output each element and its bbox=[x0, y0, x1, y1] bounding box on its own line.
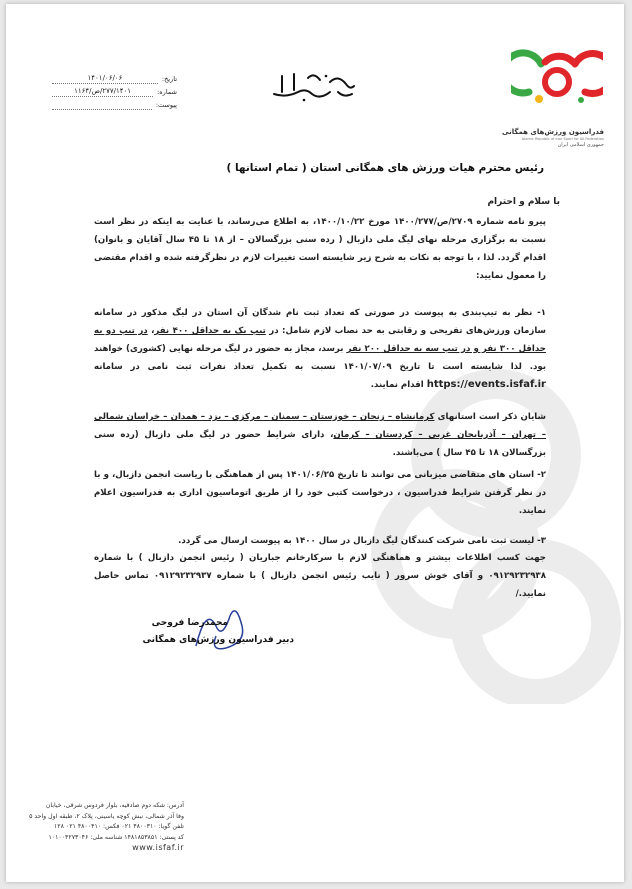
footer-address-2: وفا آذر شمالی، نبش کوچه یاسینی، پلاک ۲، طبقه اول واحد ۵ bbox=[29, 812, 184, 820]
note-provinces-list: کرمانشاه – زنجان – خوزستان – سمنان – مرکزی – یزد – همدان – خراسان شمالی – تهران – آذربایجان غربی – کردستان – کرمان bbox=[94, 412, 547, 440]
org-name-block bbox=[474, 128, 604, 148]
number-label: شماره: bbox=[157, 87, 177, 96]
date-value: ۱۴۰۱/۰۶/۰۶ bbox=[52, 73, 158, 84]
letter-meta bbox=[52, 72, 177, 111]
footer-address-1: آدرس: شکه دوم صادقیه، بلوار فردوس شرقی، خیابان bbox=[45, 802, 184, 809]
letter-page bbox=[6, 4, 624, 882]
number-value: ۲۷۷/۱۴۰۱/ص/۱۱۶۴ bbox=[52, 86, 153, 97]
org-name-fa: فدراسیون ورزش‌های همگانی bbox=[502, 128, 604, 136]
date-row bbox=[52, 72, 177, 85]
item1-tier-one: تیپ یک به حداقل ۴۰۰ نفر bbox=[154, 326, 266, 336]
item1-tier-two-three: در تیپ دو به حداقل ۳۰۰ نفر و در تیپ سه به حداقل ۲۰۰ نفر bbox=[94, 326, 546, 354]
events-url-link[interactable]: https://events.isfaf.ir bbox=[426, 379, 546, 390]
attachment-label: پیوست: bbox=[155, 100, 177, 109]
item1-text-d: اقدام نمایند. bbox=[370, 380, 427, 390]
salutation: با سلام و احترام bbox=[487, 197, 560, 207]
date-label: تاریخ: bbox=[161, 74, 177, 83]
item1-text-a: ۱- نظر به تیپ‌بندی به پیوست در صورتی که تعداد ثبت نام شدگان آن استان در لیگ مذکور در سامانه سازمان ورزش‌های تفریحی و رقابتی به حد نصاب لازم شامل: در bbox=[94, 308, 547, 336]
gov-name: جمهوری اسلامی ایران bbox=[557, 142, 604, 148]
item1-text-b: ، bbox=[147, 326, 155, 336]
item-1 bbox=[94, 304, 546, 394]
federation-logo bbox=[511, 44, 603, 114]
letter-title: رئیس محترم هیات ورزش های همگانی استان ( تمام استانها ) bbox=[226, 162, 544, 174]
item1-text-c: برسد، مجاز به حضور در لیگ مرحله نهایی (کشوری) خواهند بود. لذا شایسته است تا تاریخ ۱۴۰۱/۰۷/۰۹ نسبت به تکمیل تعداد نفرات ثبت نامی در سامانه bbox=[94, 344, 546, 372]
footer-phone: تلفن گویا: ۴۸۰۰۳۱۰ ۰۲۱ فکس: ۴۸۰۰۴۱۰ ۰۲۱ ۱۲۸ bbox=[53, 823, 184, 830]
contact-paragraph: جهت کسب اطلاعات بیشتر و هماهنگی لازم با سرکارخانم جباریان ( رئیس انجمن دازبال ) با شماره ۰۹۱۲۹۲۳۲۹۳۸ و آقای خوش سرور ( نایب رئیس انجمن دازبال ) با شماره ۰۹۱۲۹۲۳۲۹۳۷ تماس حاصل نمایید./ bbox=[94, 553, 547, 599]
item-2: ۲- استان های متقاضی میزبانی می توانند تا تاریخ ۱۴۰۱/۰۶/۲۵ پس از هماهنگی با ریاست انجمن دازبال، و با در نظر گرفتن شرایط فدراسیون ، درخواست کتبی خود را از طریق اتوماسیون اداری به فدراسیون اعلام نمایند. bbox=[94, 470, 546, 516]
item-3: ۳- لیست ثبت نامی شرکت کنندگان لیگ دازبال در سال ۱۴۰۰ به پیوست ارسال می گردد. bbox=[178, 536, 546, 546]
footer-website[interactable]: www.isfaf.ir bbox=[132, 843, 184, 852]
attachment-value bbox=[52, 99, 152, 110]
bismillah-calligraphy bbox=[268, 68, 358, 104]
note-text-a: شایان ذکر است استانهای bbox=[434, 412, 546, 422]
attachment-row bbox=[52, 98, 177, 111]
org-name-en: Islamic Republic of Iran Sport for All Federation bbox=[521, 137, 604, 141]
signer-name: محمدرضا فروحی bbox=[151, 618, 228, 628]
paragraph-intro: پیرو نامه شماره ۲۷۰۹/ص/۱۴۰۰/۲۷۷ مورخ ۱۴۰۰/۱۰/۲۲، به اطلاع می‌رساند، با عنایت به اینکه در نظر است نسبت به برگزاری مرحله نهای لیگ ملی دازبال ( رده سنی بزرگسالان – از ۱۸ تا ۴۵ سال آقایان و بانوان) اقدام گردد. لذا ، با توجه به نکات به شرح زیر شایسته است تغییرات لازم در نظرگرفته شده و اقدام مقتضی را معمول نمایید: bbox=[94, 217, 547, 281]
signer-position: دبیر فدراسیون ورزش‌های همگانی bbox=[142, 635, 294, 645]
footer-contact bbox=[14, 801, 184, 854]
footer-postal: کد پستی: ۱۴۸۱۸۵۳۸۵۱ شناسه ملی: ۱۰۱۰۰۴۲۷۳۰۴۶ bbox=[48, 833, 184, 841]
number-row bbox=[52, 85, 177, 98]
note-provinces bbox=[94, 408, 546, 462]
note-text-b: ، دارای شرایط حضور در لیگ ملی دازبال (رده سنی بزرگسالان ۱۸ تا ۴۵ سال ) می‌باشند. bbox=[94, 430, 546, 458]
